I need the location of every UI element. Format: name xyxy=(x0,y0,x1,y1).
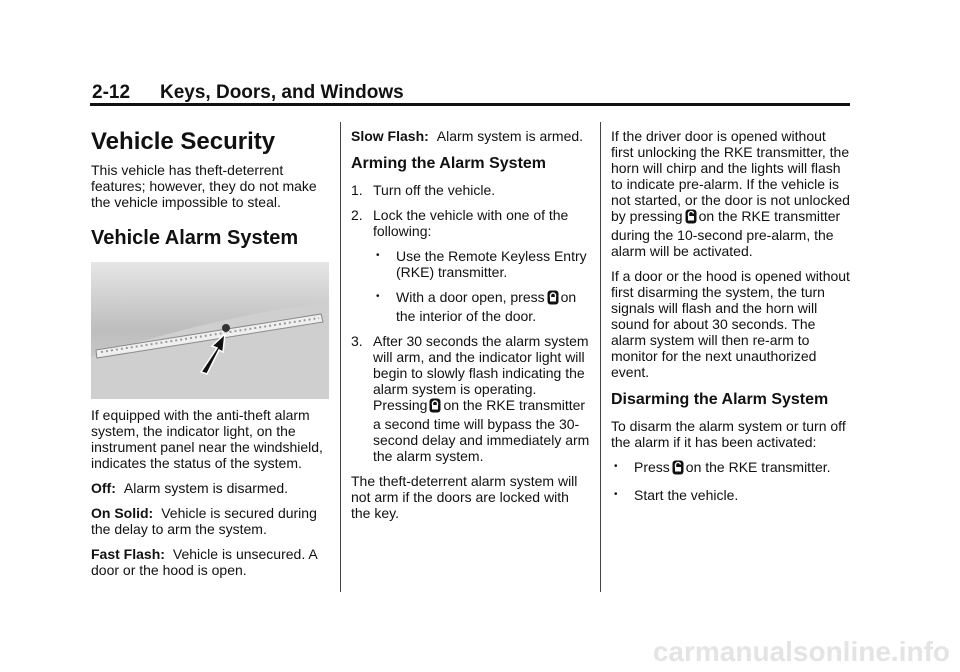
status-slow-flash-label: Slow Flash: xyxy=(351,128,429,144)
bullet-rke-text: Use the Remote Keyless Entry (RKE) transmitter. xyxy=(396,248,587,280)
intro-paragraph: This vehicle has theft-deterrent features; however, they do not make the vehicle impossible to steal. xyxy=(91,162,317,210)
column-divider-2 xyxy=(600,122,601,592)
status-fast-flash xyxy=(91,546,331,578)
step-3-post: on the RKE transmitter a second time will bypass the 30-second delay and immediately arm the alarm system. xyxy=(373,397,590,464)
header-rule xyxy=(90,103,850,106)
column-divider-1 xyxy=(340,122,341,592)
unlock-icon xyxy=(685,209,697,227)
step-2 xyxy=(351,207,591,239)
pre-alarm-pre: If the driver door is opened without first unlocking the RKE transmitter, the horn will chirp and the lights will flash to indicate pre-alarm. If the vehicle is not started, or the door is not unlocked by pressing xyxy=(611,128,850,224)
watermark: carmanualsonline.info xyxy=(652,636,950,667)
indicator-light-image xyxy=(91,262,329,399)
bullet-press-pre: Press xyxy=(634,459,670,475)
bullet-start-text: Start the vehicle. xyxy=(634,487,739,503)
status-on-solid xyxy=(91,505,331,537)
step-3-text xyxy=(373,333,591,464)
step-1-number: 1. xyxy=(351,182,363,198)
step-1-text: Turn off the vehicle. xyxy=(373,182,496,198)
bullet: • xyxy=(376,250,380,261)
bullet: • xyxy=(614,489,618,500)
bullet: • xyxy=(614,461,618,472)
bullet-door-pre: With a door open, press xyxy=(396,289,545,305)
list-item xyxy=(611,487,851,503)
status-on-solid-label: On Solid: xyxy=(91,505,154,521)
step-2-text: Lock the vehicle with one of the following: xyxy=(373,207,569,239)
status-fast-flash-label: Fast Flash: xyxy=(91,546,165,562)
pre-alarm-post: on the RKE transmitter during the 10-second pre-alarm, the alarm will be activated. xyxy=(611,208,841,259)
section-title: Keys, Doors, and Windows xyxy=(160,82,404,103)
column-2 xyxy=(351,128,591,530)
list-item xyxy=(611,459,851,478)
step-3-number: 3. xyxy=(351,333,363,349)
column-3 xyxy=(611,128,851,512)
status-off-text: Alarm system is disarmed. xyxy=(123,480,289,496)
heading-vehicle-security: Vehicle Security xyxy=(91,128,276,155)
status-slow-flash xyxy=(351,128,591,144)
list-item xyxy=(373,248,591,280)
dashboard-illustration xyxy=(91,262,329,399)
after-image-paragraph: If equipped with the anti-theft alarm system, the indicator light, on the instrument panel near the windshield, indicates the status of the system. xyxy=(91,407,323,471)
heading-alarm-system: Vehicle Alarm System xyxy=(91,227,299,249)
unlock-icon xyxy=(672,460,684,478)
bullet: • xyxy=(376,291,380,302)
pre-alarm-paragraph xyxy=(611,128,851,259)
bullet-press-post: on the RKE transmitter. xyxy=(685,459,831,475)
column-1-lower xyxy=(91,407,331,587)
key-note-paragraph: The theft-deterrent alarm system will not arm if the doors are locked with the key. xyxy=(351,473,578,521)
step-3 xyxy=(351,333,591,464)
step-3-pre: After 30 seconds the alarm system will arm, and the indicator light will begin to slowly flash indicating the alarm system is operating. Pressing xyxy=(373,333,589,413)
column-1 xyxy=(91,128,331,256)
status-on-solid-text: Vehicle is secured during the delay to arm the system. xyxy=(91,505,317,537)
step-1 xyxy=(351,182,591,198)
bullet-press-text xyxy=(634,459,831,478)
heading-disarming: Disarming the Alarm System xyxy=(611,391,829,408)
page-number: 2-12 xyxy=(92,82,131,103)
bullet-door-text xyxy=(396,289,591,324)
lock-icon xyxy=(429,398,441,416)
status-slow-flash-text: Alarm system is armed. xyxy=(436,128,584,144)
status-fast-flash-text: Vehicle is unsecured. A door or the hood is open. xyxy=(91,546,317,578)
bullet-door-post: on the interior of the door. xyxy=(396,289,577,324)
step-2-number: 2. xyxy=(351,207,363,223)
list-item xyxy=(373,289,591,324)
lock-icon xyxy=(547,290,559,308)
disarm-intro: To disarm the alarm system or turn off the alarm if it has been activated: xyxy=(611,418,846,450)
status-off xyxy=(91,480,331,496)
heading-arming: Arming the Alarm System xyxy=(351,155,547,172)
rearm-paragraph: If a door or the hood is opened without first disarming the system, the turn signals will flash and the horn will sound for about 30 seconds. The alarm system will then re-arm to monitor for the next unauthorized event. xyxy=(611,268,850,380)
status-off-label: Off: xyxy=(91,480,116,496)
